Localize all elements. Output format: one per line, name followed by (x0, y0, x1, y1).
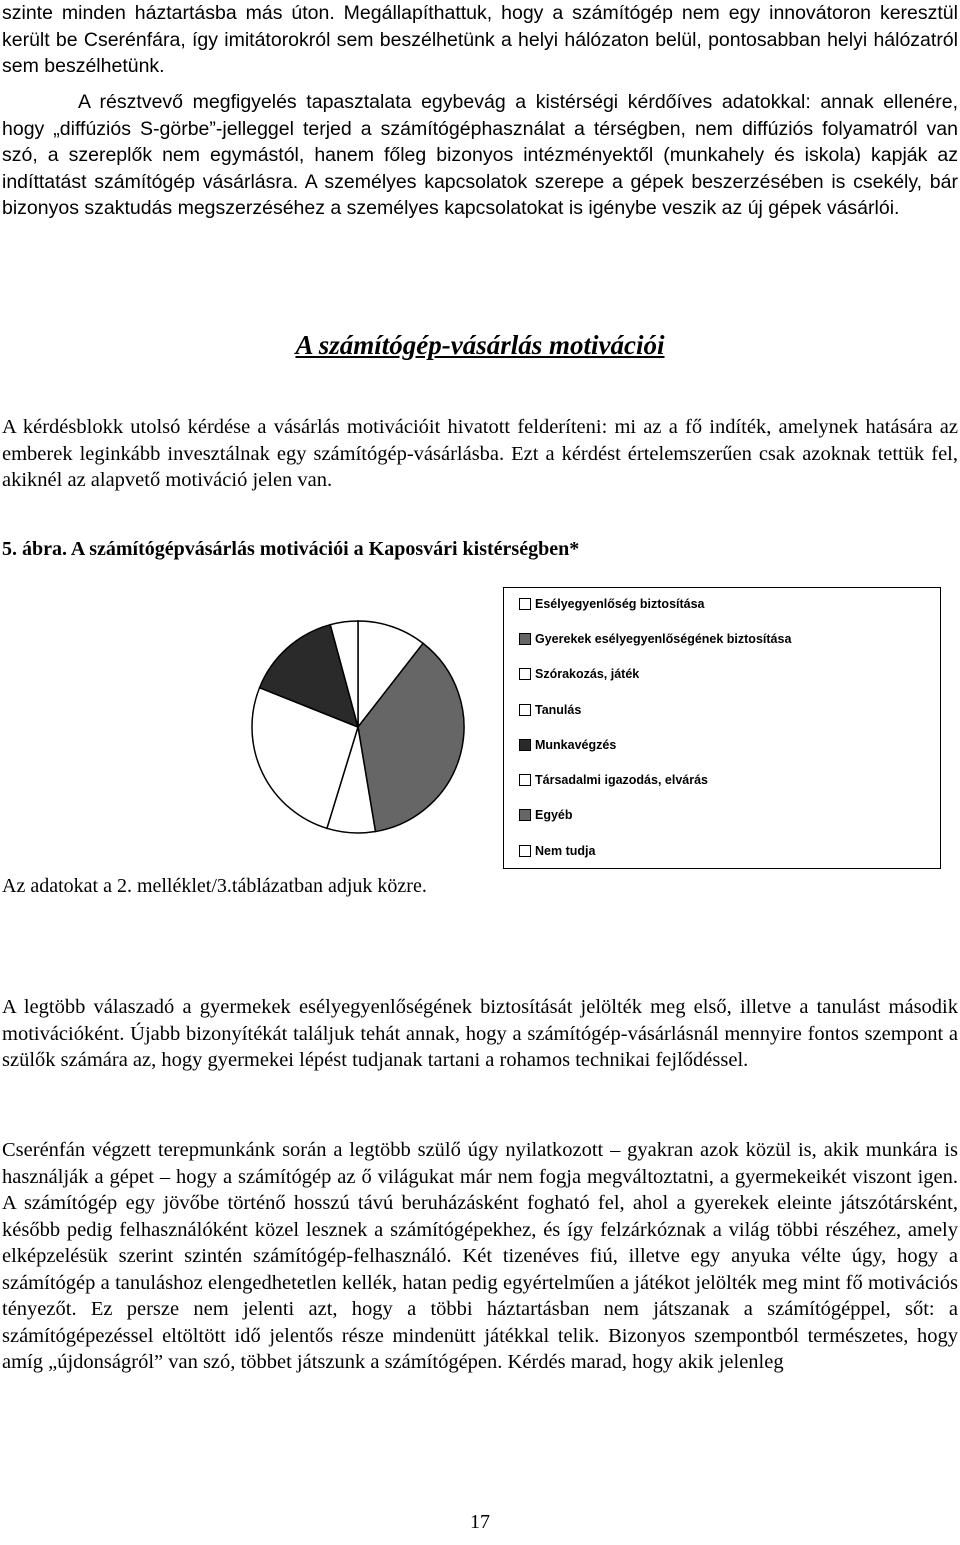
legend-item (519, 630, 791, 648)
legend-label: Tanulás (535, 703, 582, 717)
legend-item (519, 736, 616, 754)
figure-caption: 5. ábra. A számítógépvásárlás motivációi a Kaposvári kistérségben* (2, 538, 580, 560)
paragraph-results: A legtöbb válaszadó a gyermekek esélyegyenlőségének biztosítását jelölték meg első, illetve a tanulást második motivációként. Újabb bizonyítékát találjuk tehát annak, hogy a számítógép-vásárlásnál mennyire fontos szempont a szülők számára az, hogy gyermekei lépést tudjanak tartani a rohamos technikai fejlődéssel. (2, 996, 958, 1071)
legend-swatch (519, 598, 531, 610)
pie-chart (250, 614, 470, 840)
paragraph-observation: A résztvevő megfigyelés tapasztalata egybevág a kistérségi kérdőíves adatokkal: annak ellenére, hogy „diffúziós S-görbe”-jelleggel terjed a számítógéphasználat a térségben, nem diffúziós folyamatról van szó, a szereplők nem egymástól, hanem főleg bizonyos intézményektől (munkahely és iskola) kapják az indíttatást számítógép vásárlásra. A személyes kapcsolatok szerepe a gépek beszerzésében is csekély, bár bizonyos szaktudás megszerzéséhez a személyes kapcsolatokat is igénybe veszik az új gépek vásárlói. (2, 91, 958, 219)
legend-item (519, 665, 639, 683)
section-title: A számítógép-vásárlás motivációi (295, 330, 665, 360)
paragraph-intro-continuation: szinte minden háztartásba más úton. Megállapíthattuk, hogy a számítógép nem egy innovátoron keresztül került be Cserénfára, így imitátorokról sem beszélhetünk a helyi hálózaton belül, pontosabban helyi hálózatról sem beszélhetünk. (2, 2, 958, 77)
legend-swatch (519, 774, 531, 786)
legend-swatch (519, 739, 531, 751)
figure-note: Az adatokat a 2. melléklet/3.táblázatban adjuk közre. (2, 875, 427, 897)
legend-label: Szórakozás, játék (535, 667, 640, 681)
legend-item (519, 701, 581, 719)
legend-item (519, 595, 705, 613)
paragraph-question-block: A kérdésblokk utolsó kérdése a vásárlás motivációit hivatott felderíteni: mi az a fő indíték, amelynek hatására az emberek leginkább invesztálnak egy számítógép-vásárlásba. Ezt a kérdést értelemszerűen csak azoknak tettük fel, akiknél az alapvető motiváció jelen van. (2, 416, 958, 491)
legend-label: Esélyegyenlőség biztosítása (535, 597, 705, 611)
legend-label: Társadalmi igazodás, elvárás (535, 773, 709, 787)
legend-label: Gyerekek esélyegyenlőségének biztosítása (535, 632, 792, 646)
page-number: 17 (470, 1511, 490, 1533)
legend-item (519, 771, 708, 789)
legend-label: Egyéb (535, 808, 573, 822)
legend-item (519, 806, 573, 824)
legend-swatch (519, 668, 531, 680)
chart-legend (503, 587, 941, 869)
legend-item (519, 842, 595, 860)
legend-swatch (519, 704, 531, 716)
legend-swatch (519, 845, 531, 857)
legend-swatch (519, 809, 531, 821)
legend-label: Nem tudja (535, 844, 596, 858)
legend-label: Munkavégzés (535, 738, 617, 752)
legend-swatch (519, 633, 531, 645)
paragraph-fieldwork: Cserénfán végzett terepmunkánk során a legtöbb szülő úgy nyilatkozott – gyakran azok közül is, akik munkára is használják a gépet – hogy a számítógép az ő világukat már nem fogja megváltoztatni, a gyermekeikét viszont igen. A számítógép egy jövőbe történő hosszú távú beruházásként fogható fel, ahol a gyerekek eleinte játszótársként, később pedig felhasználóként közel lesznek a számítógépekhez, és így felzárkóznak a világ többi részéhez, amely elképzelésük szerint szintén számítógép-felhasználó. Két tizenéves fiú, illetve egy anyuka vélte úgy, hogy a számítógép a tanuláshoz elengedhetetlen kellék, hatan pedig egyértelműen a játékot jelölték meg mint fő motivációs tényezőt. Ez persze nem jelenti azt, hogy a többi háztartásban nem játszanak a számítógéppel, sőt: a számítógépezéssel eltöltött idő jelentős része mindenütt játékkal telik. Bizonyos szempontból természetes, hogy amíg „újdonságról” van szó, többet játszunk a számítógépen. Kérdés marad, hogy akik jelenleg (2, 1139, 958, 1373)
